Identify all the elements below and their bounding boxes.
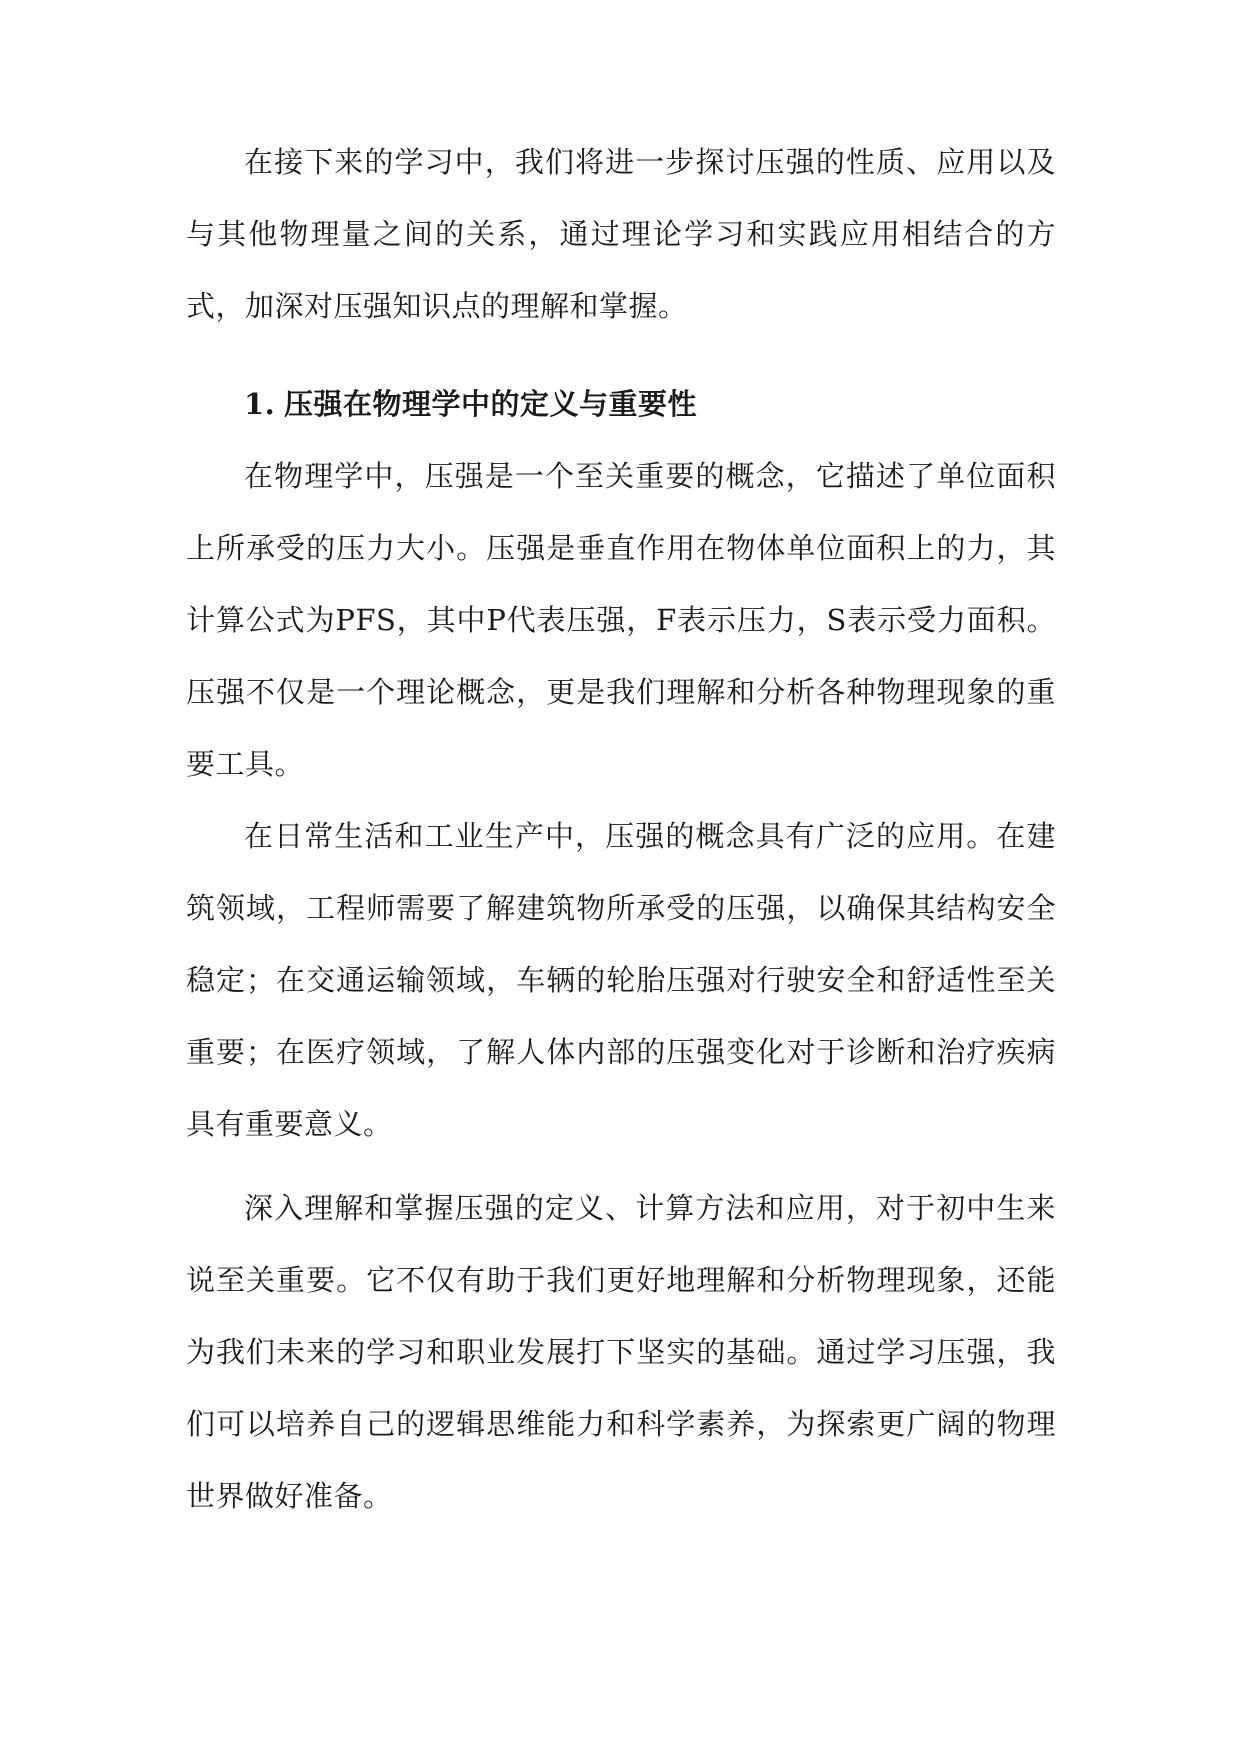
- section-heading: [186, 368, 1056, 440]
- body-paragraph-applications: 在日常生活和工业生产中，压强的概念具有广泛的应用。在建筑领域，工程师需要了解建筑物所承受的压强，以确保其结构安全稳定；在交通运输领域，车辆的轮胎压强对行驶安全和舒适性至关重要；在医疗领域，了解人体内部的压强变化对于诊断和治疗疾病具有重要意义。: [186, 819, 1056, 1141]
- document-body: [186, 126, 1056, 1532]
- section-number: 1.: [244, 387, 276, 421]
- intro-paragraph: 在接下来的学习中，我们将进一步探讨压强的性质、应用以及与其他物理量之间的关系，通过理论学习和实践应用相结合的方式，加深对压强知识点的理解和掌握。: [186, 145, 1056, 323]
- body-paragraph-importance: 深入理解和掌握压强的定义、计算方法和应用，对于初中生来说至关重要。它不仅有助于我们更好地理解和分析物理现象，还能为我们未来的学习和职业发展打下坚实的基础。通过学习压强，我们可以培养自己的逻辑思维能力和科学素养，为探索更广阔的物理世界做好准备。: [186, 1191, 1056, 1513]
- body-paragraph-definition: 在物理学中，压强是一个至关重要的概念，它描述了单位面积上所承受的压力大小。压强是垂直作用在物体单位面积上的力，其计算公式为PFS，其中P代表压强，F表示压力，S表示受力面积。压强不仅是一个理论概念，更是我们理解和分析各种物理现象的重要工具。: [186, 459, 1056, 781]
- section-title: 压强在物理学中的定义与重要性: [284, 387, 698, 421]
